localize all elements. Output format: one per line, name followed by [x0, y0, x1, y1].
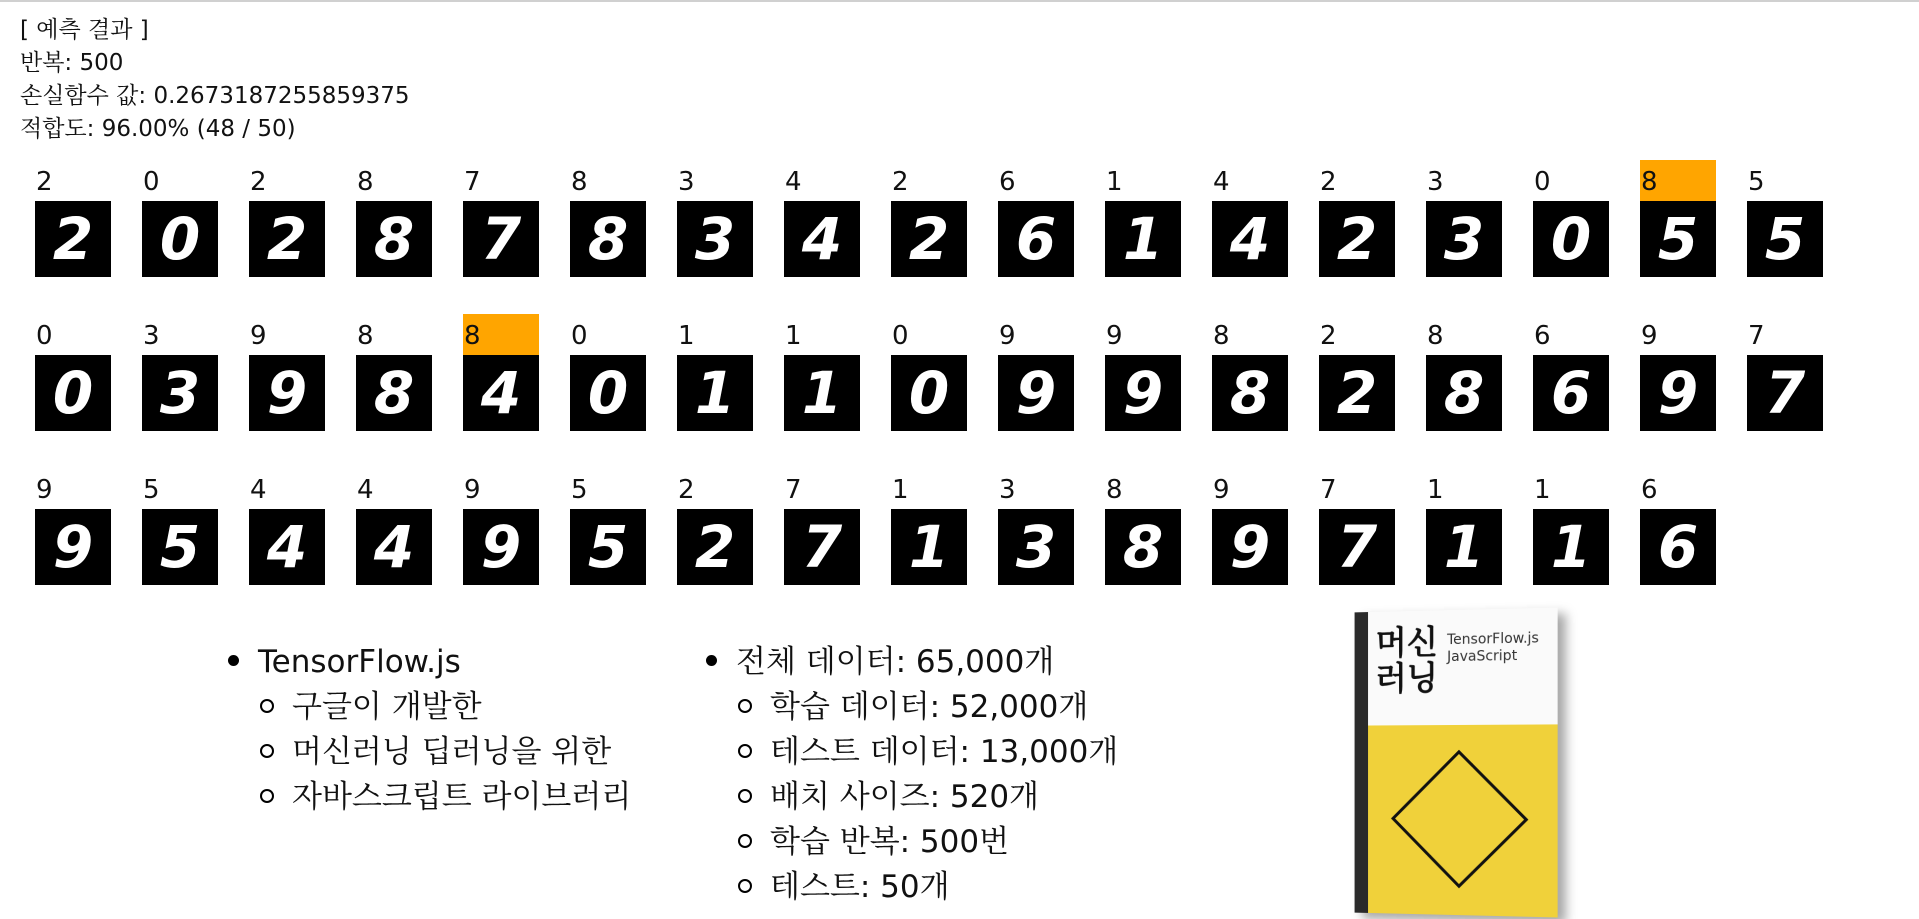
prediction-row [35, 468, 1875, 622]
data-subitem [706, 775, 1118, 820]
digit-image: 9 [998, 355, 1074, 431]
digit-image: 2 [891, 201, 967, 277]
digit-image: 2 [1319, 201, 1395, 277]
book-spine [1355, 612, 1368, 913]
digit-image: 2 [35, 201, 111, 277]
prediction-cell [35, 468, 111, 585]
prediction-label: 2 [678, 475, 695, 505]
prediction-label: 1 [892, 475, 909, 505]
summary-epochs: 반복: 500 [20, 50, 124, 76]
prediction-label: 9 [464, 475, 481, 505]
prediction-cell [356, 314, 432, 431]
prediction-cell [891, 160, 967, 277]
digit-image: 8 [1426, 355, 1502, 431]
prediction-label: 8 [357, 321, 374, 351]
circle-bullet-icon [738, 789, 752, 803]
prediction-cell [784, 160, 860, 277]
prediction-cell [463, 314, 539, 431]
prediction-label: 1 [678, 321, 695, 351]
prediction-label: 8 [1427, 321, 1444, 351]
digit-image: 9 [463, 509, 539, 585]
prediction-cell [1319, 314, 1395, 431]
book-subtitle-line: JavaScript [1447, 647, 1518, 666]
digit-image: 4 [356, 509, 432, 585]
prediction-label: 4 [785, 167, 802, 197]
prediction-row [35, 314, 1875, 468]
prediction-cell [677, 160, 753, 277]
prediction-cell [249, 160, 325, 277]
circle-bullet-icon [738, 699, 752, 713]
tensorflow-list-item [228, 640, 631, 685]
prediction-cell [1640, 160, 1716, 277]
prediction-grid [35, 160, 1875, 622]
digit-image: 1 [1533, 509, 1609, 585]
prediction-cell [356, 160, 432, 277]
circle-bullet-icon [260, 699, 274, 713]
data-subitem-label: 배치 사이즈: 520개 [770, 779, 1039, 815]
prediction-label: 1 [785, 321, 802, 351]
prediction-cell [142, 314, 218, 431]
prediction-label: 2 [1320, 167, 1337, 197]
data-subitem [706, 730, 1118, 775]
tensorflow-subitem [228, 730, 631, 775]
prediction-label: 8 [1106, 475, 1123, 505]
prediction-label: 2 [250, 167, 267, 197]
book-title-line: 머신 [1375, 622, 1438, 663]
digit-image: 3 [998, 509, 1074, 585]
digit-image: 5 [142, 509, 218, 585]
prediction-cell [998, 160, 1074, 277]
digit-image: 0 [891, 355, 967, 431]
prediction-cell [356, 468, 432, 585]
prediction-cell [35, 160, 111, 277]
digit-image: 0 [570, 355, 646, 431]
prediction-label: 7 [1748, 321, 1765, 351]
digit-image: 3 [677, 201, 753, 277]
prediction-label: 4 [250, 475, 267, 505]
prediction-label: 0 [892, 321, 909, 351]
digit-image: 4 [1212, 201, 1288, 277]
digit-image: 7 [1747, 355, 1823, 431]
tensorflow-subitem [228, 775, 631, 820]
prediction-cell [891, 468, 967, 585]
prediction-label: 1 [1534, 475, 1551, 505]
digit-image: 9 [1212, 509, 1288, 585]
prediction-cell [1319, 468, 1395, 585]
tensorflow-list [228, 640, 631, 820]
top-border [0, 0, 1919, 2]
digit-image: 3 [1426, 201, 1502, 277]
summary-accuracy: 적합도: 96.00% (48 / 50) [20, 116, 296, 142]
prediction-cell [1426, 160, 1502, 277]
prediction-cell [677, 314, 753, 431]
prediction-label: 0 [143, 167, 160, 197]
digit-image: 7 [1319, 509, 1395, 585]
prediction-label: 5 [143, 475, 160, 505]
circle-bullet-icon [738, 834, 752, 848]
prediction-cell [1426, 468, 1502, 585]
book-emblem-icon [1391, 750, 1528, 889]
digit-image: 6 [998, 201, 1074, 277]
prediction-label: 1 [1106, 167, 1123, 197]
book-subtitle [1447, 630, 1539, 666]
summary-loss: 손실함수 값: 0.2673187255859375 [20, 83, 410, 109]
prediction-cell [1640, 468, 1716, 585]
prediction-label: 3 [999, 475, 1016, 505]
prediction-cell [1747, 160, 1823, 277]
prediction-cell [570, 314, 646, 431]
prediction-label: 9 [1641, 321, 1658, 351]
digit-image: 4 [249, 509, 325, 585]
data-subitem-label: 학습 데이터: 52,000개 [770, 689, 1089, 725]
book-subtitle-line: TensorFlow.js [1447, 630, 1539, 649]
prediction-label: 5 [571, 475, 588, 505]
digit-image: 8 [356, 355, 432, 431]
digit-image: 5 [1747, 201, 1823, 277]
digit-image: 1 [784, 355, 860, 431]
prediction-label: 1 [1427, 475, 1444, 505]
summary-heading: [ 예측 결과 ] [20, 17, 149, 43]
digit-image: 9 [1640, 355, 1716, 431]
tensorflow-subitem-label: 머신러닝 딥러닝을 위한 [292, 734, 612, 770]
data-subitem [706, 820, 1118, 865]
prediction-cell [1319, 160, 1395, 277]
prediction-label: 9 [1106, 321, 1123, 351]
prediction-label-wrong: 8 [463, 314, 539, 355]
digit-image: 7 [784, 509, 860, 585]
prediction-cell [998, 468, 1074, 585]
digit-image: 2 [677, 509, 753, 585]
prediction-label: 2 [892, 167, 909, 197]
prediction-label: 7 [785, 475, 802, 505]
digit-image: 5 [570, 509, 646, 585]
prediction-label: 8 [357, 167, 374, 197]
digit-image: 6 [1640, 509, 1716, 585]
data-subitem-label: 테스트: 50개 [770, 869, 950, 905]
prediction-label: 7 [1320, 475, 1337, 505]
digit-image: 9 [249, 355, 325, 431]
book-title [1376, 624, 1438, 696]
prediction-label: 7 [464, 167, 481, 197]
data-list [706, 640, 1118, 910]
data-subitem-label: 학습 반복: 500번 [770, 824, 1010, 860]
digit-image: 9 [1105, 355, 1181, 431]
prediction-label: 4 [357, 475, 374, 505]
digit-image: 9 [35, 509, 111, 585]
digit-image: 3 [142, 355, 218, 431]
prediction-cell [784, 468, 860, 585]
prediction-cell [998, 314, 1074, 431]
tensorflow-item-label: TensorFlow.js [258, 644, 461, 680]
circle-bullet-icon [738, 879, 752, 893]
prediction-cell [784, 314, 860, 431]
prediction-cell [463, 468, 539, 585]
prediction-cell [142, 160, 218, 277]
prediction-cell [1212, 160, 1288, 277]
prediction-label: 9 [999, 321, 1016, 351]
prediction-label: 0 [36, 321, 53, 351]
digit-image: 7 [463, 201, 539, 277]
prediction-label-wrong: 8 [1640, 160, 1716, 201]
prediction-label: 5 [1748, 167, 1765, 197]
digit-image: 1 [1426, 509, 1502, 585]
prediction-cell [1426, 314, 1502, 431]
digit-image: 1 [677, 355, 753, 431]
prediction-cell [463, 160, 539, 277]
prediction-cell [142, 468, 218, 585]
prediction-cell [1533, 314, 1609, 431]
bullet-icon [706, 655, 717, 666]
tensorflow-subitem-label: 자바스크립트 라이브러리 [292, 779, 632, 815]
prediction-label: 3 [678, 167, 695, 197]
prediction-row [35, 160, 1875, 314]
digit-image: 8 [1105, 509, 1181, 585]
prediction-label: 4 [1213, 167, 1230, 197]
digit-image: 6 [1533, 355, 1609, 431]
data-list-item [706, 640, 1118, 685]
digit-image: 2 [249, 201, 325, 277]
bullet-icon [228, 655, 239, 666]
prediction-cell [249, 314, 325, 431]
prediction-label: 3 [1427, 167, 1444, 197]
digit-image: 0 [1533, 201, 1609, 277]
data-item-label: 전체 데이터: 65,000개 [736, 644, 1055, 680]
digit-image: 4 [463, 355, 539, 431]
tensorflow-subitem [228, 685, 631, 730]
prediction-label: 2 [1320, 321, 1337, 351]
prediction-label: 9 [1213, 475, 1230, 505]
prediction-label: 0 [1534, 167, 1551, 197]
prediction-label: 8 [1213, 321, 1230, 351]
prediction-label: 6 [999, 167, 1016, 197]
digit-image: 1 [1105, 201, 1181, 277]
prediction-cell [35, 314, 111, 431]
digit-image: 4 [784, 201, 860, 277]
prediction-label: 2 [36, 167, 53, 197]
prediction-label: 3 [143, 321, 160, 351]
tensorflow-subitem-label: 구글이 개발한 [292, 689, 482, 725]
book-title-line: 러닝 [1375, 658, 1438, 698]
digit-image: 8 [356, 201, 432, 277]
prediction-label: 6 [1534, 321, 1551, 351]
digit-image: 1 [891, 509, 967, 585]
digit-image: 0 [35, 355, 111, 431]
digit-image: 0 [142, 201, 218, 277]
book-cover-image [1355, 608, 1558, 918]
circle-bullet-icon [738, 744, 752, 758]
prediction-label: 9 [250, 321, 267, 351]
prediction-cell [1533, 468, 1609, 585]
prediction-cell [891, 314, 967, 431]
data-subitem [706, 865, 1118, 910]
prediction-cell [1105, 160, 1181, 277]
digit-image: 5 [1640, 201, 1716, 277]
prediction-label: 6 [1641, 475, 1658, 505]
digit-image: 2 [1319, 355, 1395, 431]
data-subitem-label: 테스트 데이터: 13,000개 [770, 734, 1119, 770]
digit-image: 8 [1212, 355, 1288, 431]
prediction-cell [570, 160, 646, 277]
circle-bullet-icon [260, 744, 274, 758]
digit-image: 8 [570, 201, 646, 277]
prediction-cell [1212, 468, 1288, 585]
data-subitem [706, 685, 1118, 730]
prediction-cell [1105, 314, 1181, 431]
prediction-label: 8 [571, 167, 588, 197]
prediction-label: 9 [36, 475, 53, 505]
prediction-cell [1212, 314, 1288, 431]
prediction-cell [1105, 468, 1181, 585]
prediction-summary [20, 14, 410, 146]
prediction-cell [249, 468, 325, 585]
prediction-cell [1640, 314, 1716, 431]
circle-bullet-icon [260, 789, 274, 803]
prediction-label: 0 [571, 321, 588, 351]
prediction-cell [570, 468, 646, 585]
prediction-cell [1747, 314, 1823, 431]
prediction-cell [1533, 160, 1609, 277]
prediction-cell [677, 468, 753, 585]
